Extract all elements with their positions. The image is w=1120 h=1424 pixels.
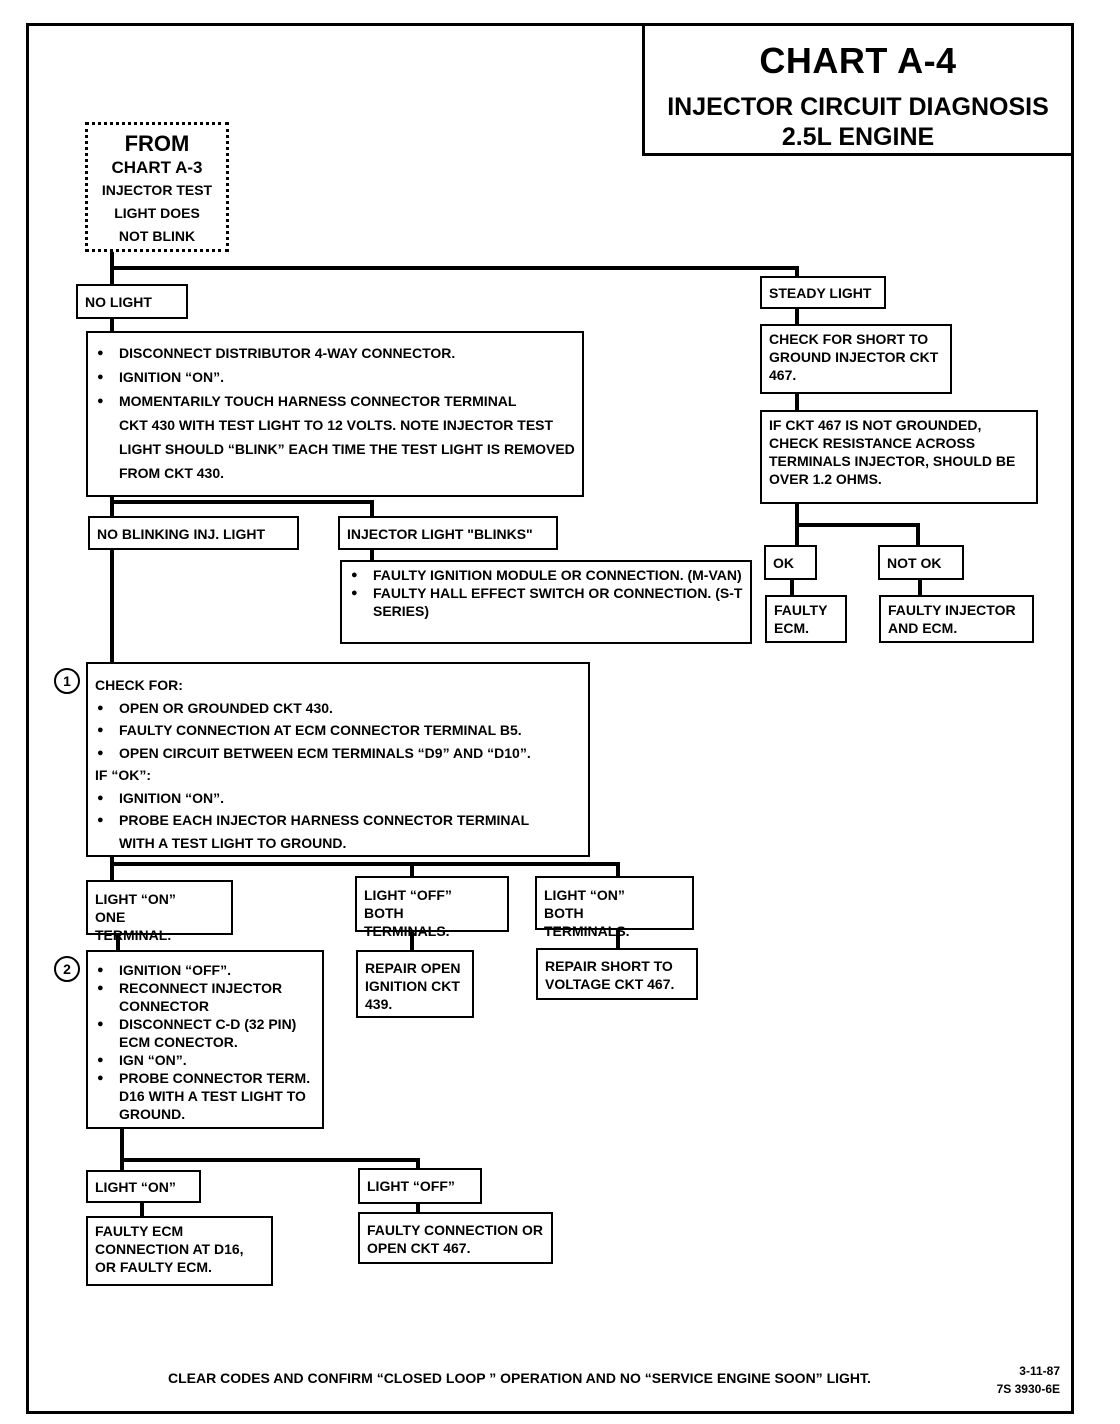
faulty-ecm-node: FAULTY ECM. xyxy=(765,595,847,643)
check-item-cont: WITH A TEST LIGHT TO GROUND. xyxy=(119,834,347,851)
start-node xyxy=(85,122,229,252)
footer-code: 7S 3930-6E xyxy=(996,1382,1060,1396)
start-line-4: LIGHT DOES xyxy=(114,205,200,221)
no-blinking-node: NO BLINKING INJ. LIGHT xyxy=(88,516,299,550)
check-for-heading: CHECK FOR: xyxy=(95,677,183,693)
start-from: FROM xyxy=(124,131,190,156)
instruction-step: ● DISCONNECT DISTRIBUTOR 4-WAY CONNECTOR. xyxy=(95,341,575,365)
if-ok-heading: IF “OK”: xyxy=(95,767,151,783)
no-light-node: NO LIGHT xyxy=(76,284,188,319)
no-light-instructions xyxy=(86,331,584,497)
instruction-step: ● IGNITION “ON”. xyxy=(95,365,575,389)
check-item: ● PROBE EACH INJECTOR HARNESS CONNECTOR TERMINAL xyxy=(95,809,581,832)
repair-open-node: REPAIR OPEN IGNITION CKT 439. xyxy=(356,950,474,1018)
start-chart-ref: CHART A-3 xyxy=(111,158,203,177)
step2-item: ● DISCONNECT C-D (32 PIN) ECM CONECTOR. xyxy=(95,1015,315,1051)
step-number-2: 2 xyxy=(54,956,80,982)
check-item: ● OPEN OR GROUNDED CKT 430. xyxy=(95,697,581,720)
blinks-causes xyxy=(340,560,752,644)
check-item: ● OPEN CIRCUIT BETWEEN ECM TERMINALS “D9” AND “D10”. xyxy=(95,742,581,765)
chart-subtitle-2: 2.5L ENGINE xyxy=(781,123,935,151)
light-off-both-node: LIGHT “OFF” BOTH TERMINALS. xyxy=(355,876,509,932)
step2-item: ● RECONNECT INJECTOR CONNECTOR xyxy=(95,979,315,1015)
blinks-node: INJECTOR LIGHT "BLINKS" xyxy=(338,516,558,550)
step2-item: ● PROBE CONNECTOR TERM. D16 WITH A TEST LIGHT TO GROUND. xyxy=(95,1069,315,1123)
step-number-1: 1 xyxy=(54,668,80,694)
faulty-ecm-connection-node: FAULTY ECM CONNECTION AT D16, OR FAULTY ECM. xyxy=(86,1216,273,1286)
check-for-node xyxy=(86,662,590,857)
cause-item: ● FAULTY HALL EFFECT SWITCH OR CONNECTION. (S-T SERIES) xyxy=(349,584,743,620)
check-item: ● FAULTY CONNECTION AT ECM CONNECTOR TERMINAL B5. xyxy=(95,719,581,742)
chart-subtitle-1: INJECTOR CIRCUIT DIAGNOSIS xyxy=(667,93,1049,121)
repair-short-node: REPAIR SHORT TO VOLTAGE CKT 467. xyxy=(536,948,698,1000)
light-on-one-node: LIGHT “ON” ONE TERMINAL. xyxy=(86,880,233,935)
instruction-step-cont: CKT 430 WITH TEST LIGHT TO 12 VOLTS. NOTE INJECTOR TEST LIGHT SHOULD “BLINK” EACH TIME THE TEST LIGHT IS REMOVED FROM CKT 430. xyxy=(119,417,575,481)
start-line-5: NOT BLINK xyxy=(118,228,196,244)
chart-title: CHART A-4 xyxy=(759,40,957,81)
light-on-node: LIGHT “ON” xyxy=(86,1170,201,1203)
steady-light-node: STEADY LIGHT xyxy=(760,276,886,309)
light-on-both-node: LIGHT “ON” BOTH TERMINALS. xyxy=(535,876,694,930)
not-ok-node: NOT OK xyxy=(878,545,964,580)
footer-note: CLEAR CODES AND CONFIRM “CLOSED LOOP ” OPERATION AND NO “SERVICE ENGINE SOON” LIGHT. xyxy=(168,1370,871,1386)
faulty-injector-node: FAULTY INJECTOR AND ECM. xyxy=(879,595,1034,643)
ok-node: OK xyxy=(764,545,817,580)
cause-item: ● FAULTY IGNITION MODULE OR CONNECTION. (M-VAN) xyxy=(349,566,743,584)
light-off-node: LIGHT “OFF” xyxy=(358,1168,482,1204)
footer-date: 3-11-87 xyxy=(1019,1364,1060,1378)
check-item: ● IGNITION “ON”. xyxy=(95,787,581,810)
step2-item: ● IGNITION “OFF”. xyxy=(95,961,315,979)
step2-node xyxy=(86,950,324,1129)
resistance-check-node: IF CKT 467 IS NOT GROUNDED, CHECK RESISTANCE ACROSS TERMINALS INJECTOR, SHOULD BE OVER 1.2 OHMS. xyxy=(760,410,1038,504)
instruction-step: ● MOMENTARILY TOUCH HARNESS CONNECTOR TERMINAL xyxy=(95,389,575,413)
footer-ref xyxy=(980,1362,1060,1398)
faulty-connection-node: FAULTY CONNECTION OR OPEN CKT 467. xyxy=(358,1212,553,1264)
title-box xyxy=(642,23,1074,156)
check-short-node: CHECK FOR SHORT TO GROUND INJECTOR CKT 467. xyxy=(760,324,952,394)
start-line-3: INJECTOR TEST xyxy=(101,182,213,198)
step2-item: ● IGN “ON”. xyxy=(95,1051,315,1069)
